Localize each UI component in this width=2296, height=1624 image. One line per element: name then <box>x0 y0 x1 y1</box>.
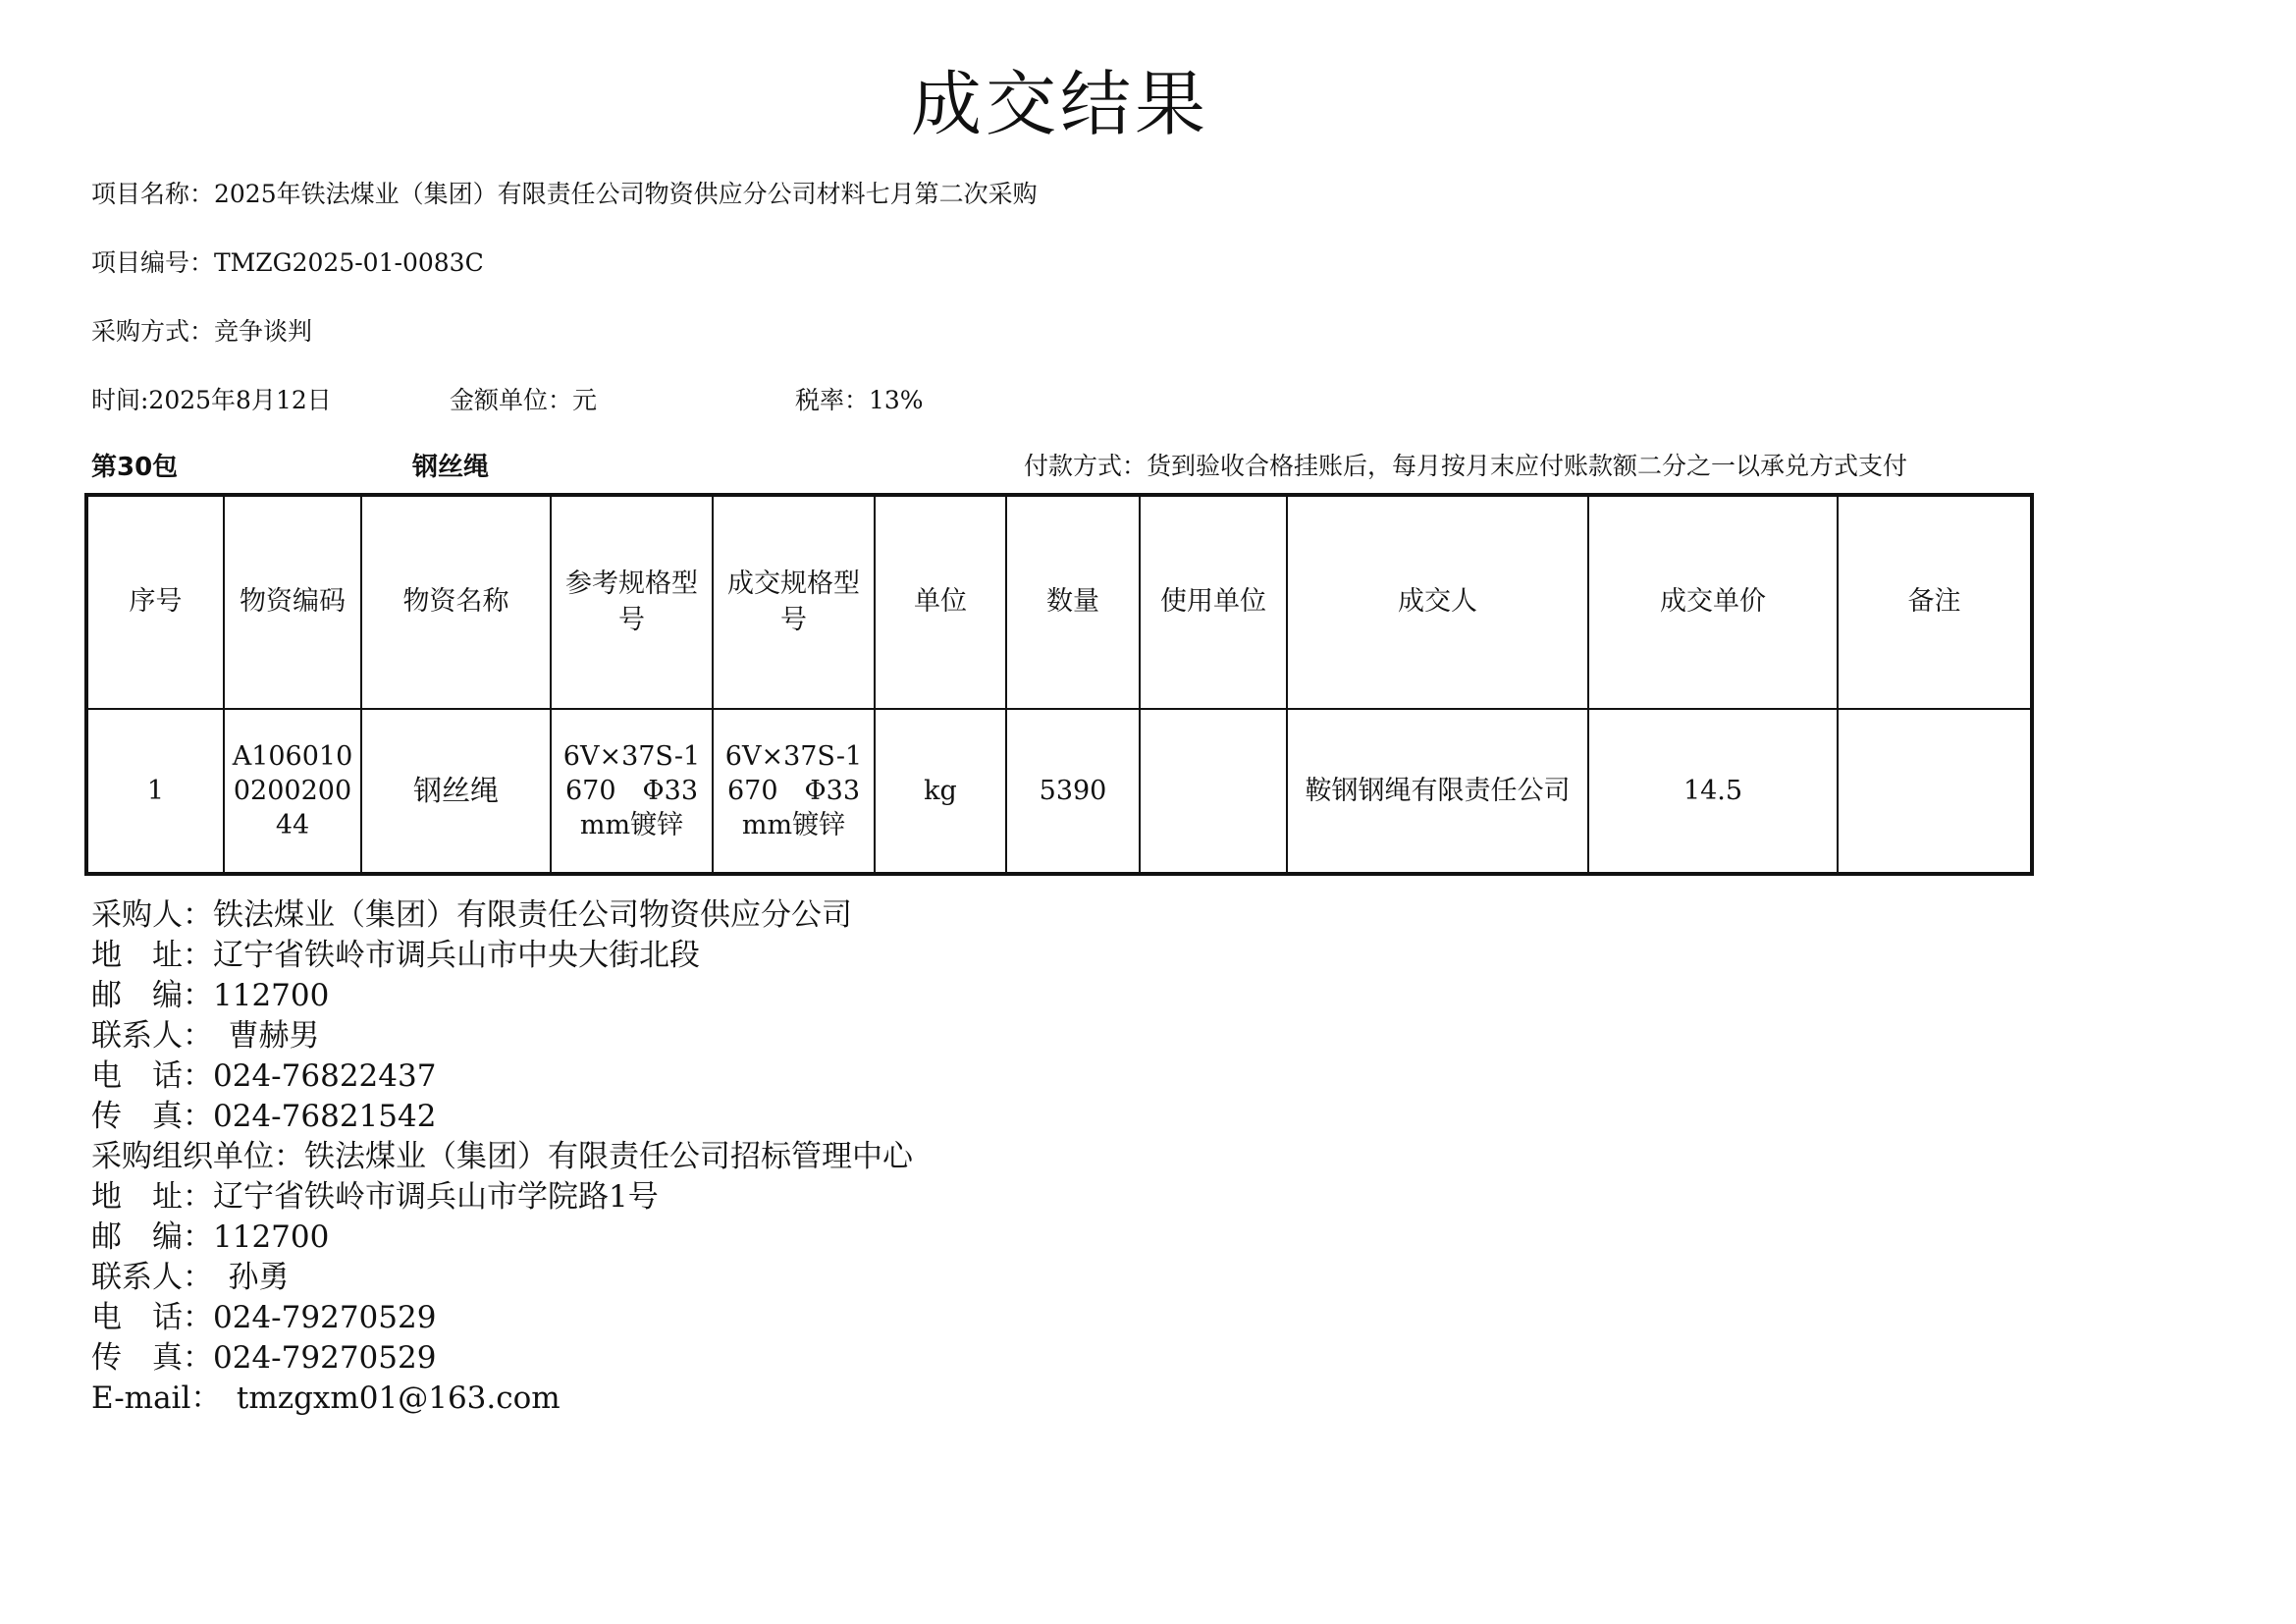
organizer-address: 地 址：辽宁省铁岭市调兵山市学院路1号 <box>91 1179 659 1215</box>
header-deal-spec: 成交规格型号 <box>713 495 875 709</box>
purchaser-fax: 传 真：024-76821542 <box>91 1099 437 1134</box>
organizer-contact: 联系人： 孙勇 <box>91 1260 290 1295</box>
cell-remarks <box>1838 709 2032 874</box>
organizer-email: E-mail： tmzgxm01@163.com <box>91 1380 561 1416</box>
purchaser-postcode: 邮 编：112700 <box>91 978 330 1013</box>
payment-terms: 付款方式：货到验收合格挂账后，每月按月末应付账款额二分之一以承兑方式支付 <box>1024 452 1908 480</box>
header-quantity: 数量 <box>1006 495 1140 709</box>
header-remarks: 备注 <box>1838 495 2032 709</box>
cell-material-name: 钢丝绳 <box>361 709 551 874</box>
purchaser: 采购人：铁法煤业（集团）有限责任公司物资供应分公司 <box>91 897 852 933</box>
cell-material-code: A106010020020044 <box>224 709 361 874</box>
procurement-method: 采购方式：竞争谈判 <box>91 317 313 346</box>
project-code: 项目编号：TMZG2025-01-0083C <box>91 248 484 277</box>
table-header-row <box>86 495 2032 709</box>
header-user-unit: 使用单位 <box>1140 495 1287 709</box>
purchaser-phone: 电 话：024-76822437 <box>91 1058 437 1094</box>
cell-reference-spec: 6V×37S-1670 Φ33mm镀锌 <box>551 709 713 874</box>
organizer-fax: 传 真：024-79270529 <box>91 1340 437 1376</box>
header-supplier: 成交人 <box>1287 495 1588 709</box>
result-table <box>84 493 2034 876</box>
header-unit: 单位 <box>875 495 1006 709</box>
cell-index: 1 <box>86 709 224 874</box>
currency-unit: 金额单位：元 <box>450 386 598 414</box>
organizer: 采购组织单位：铁法煤业（集团）有限责任公司招标管理中心 <box>91 1139 913 1174</box>
date: 时间:2025年8月12日 <box>91 386 332 414</box>
package-number: 第30包 <box>91 453 179 482</box>
cell-unit: kg <box>875 709 1006 874</box>
contact-block <box>91 895 913 1419</box>
cell-unit-price: 14.5 <box>1588 709 1838 874</box>
organizer-phone: 电 话：024-79270529 <box>91 1300 437 1335</box>
header-material-code: 物资编码 <box>224 495 361 709</box>
header-material-name: 物资名称 <box>361 495 551 709</box>
organizer-postcode: 邮 编：112700 <box>91 1219 330 1255</box>
header-reference-spec: 参考规格型号 <box>551 495 713 709</box>
cell-quantity: 5390 <box>1006 709 1140 874</box>
package-name: 钢丝绳 <box>412 453 490 482</box>
cell-user-unit <box>1140 709 1287 874</box>
cell-deal-spec: 6V×37S-1670 Φ33mm镀锌 <box>713 709 875 874</box>
cell-supplier: 鞍钢钢绳有限责任公司 <box>1287 709 1588 874</box>
purchaser-address: 地 址：辽宁省铁岭市调兵山市中央大街北段 <box>91 938 700 973</box>
header-unit-price: 成交单价 <box>1588 495 1838 709</box>
tax-rate: 税率：13% <box>795 386 924 414</box>
header-index: 序号 <box>86 495 224 709</box>
table-row <box>86 709 2032 874</box>
page-title: 成交结果 <box>910 63 1209 145</box>
purchaser-contact: 联系人： 曹赫男 <box>91 1018 320 1054</box>
project-name: 项目名称：2025年铁法煤业（集团）有限责任公司物资供应分公司材料七月第二次采购 <box>91 180 1038 208</box>
